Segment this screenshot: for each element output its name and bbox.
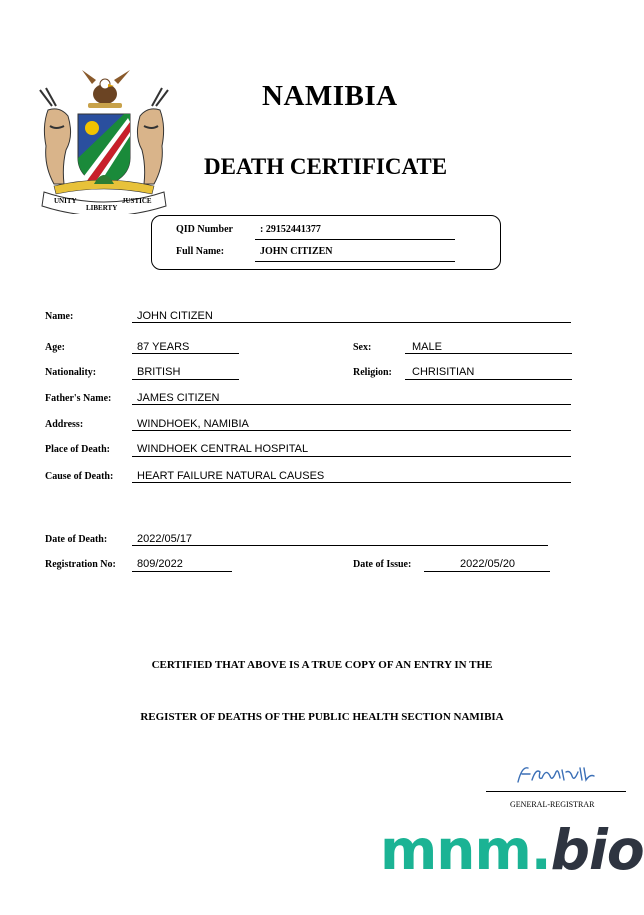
document-title: DEATH CERTIFICATE — [204, 154, 448, 179]
watermark-part-2: bio — [550, 818, 644, 882]
name-value: JOHN CITIZEN — [137, 310, 213, 322]
date-of-issue-value: 2022/05/20 — [460, 558, 516, 570]
qid-value: : 29152441377 — [260, 224, 321, 235]
father-label: Father's Name: — [45, 393, 112, 404]
date-of-death-label: Date of Death: — [45, 534, 108, 545]
sex-underline — [405, 353, 572, 354]
general-registrar-title: GENERAL-REGISTRAR — [510, 800, 595, 809]
date-of-issue-underline — [424, 571, 550, 572]
age-label: Age: — [45, 342, 65, 353]
date-of-death-value: 2022/05/17 — [137, 533, 193, 545]
address-value: WINDHOEK, NAMIBIA — [137, 418, 249, 430]
religion-label: Religion: — [353, 367, 392, 378]
age-value: 87 YEARS — [137, 341, 190, 353]
certification-line-2: REGISTER OF DEATHS OF THE PUBLIC HEALTH SECTION NAMIBIA — [140, 711, 504, 723]
signature-line — [486, 791, 626, 792]
nationality-underline — [132, 379, 239, 380]
certification-line-1: CERTIFIED THAT ABOVE IS A TRUE COPY OF AN ENTRY IN THE — [151, 659, 493, 671]
watermark-part-1: mnm. — [380, 818, 551, 882]
crest-justice-text: JUSTICE — [122, 197, 152, 205]
cause-of-death-label: Cause of Death: — [45, 471, 114, 482]
name-label: Name: — [45, 311, 74, 322]
religion-value: CHRISITIAN — [412, 366, 475, 378]
cause-of-death-underline — [132, 482, 571, 483]
country-title: NAMIBIA — [262, 80, 398, 112]
signature-icon — [512, 762, 596, 788]
father-underline — [132, 404, 571, 405]
registration-no-underline — [132, 571, 232, 572]
place-of-death-label: Place of Death: — [45, 444, 110, 455]
address-label: Address: — [45, 419, 84, 430]
nationality-value: BRITISH — [137, 366, 181, 378]
age-underline — [132, 353, 239, 354]
registration-no-label: Registration No: — [45, 559, 116, 570]
fullname-label: Full Name: — [176, 246, 225, 257]
date-of-death-underline — [132, 545, 548, 546]
sex-label: Sex: — [353, 342, 372, 353]
qid-underline — [255, 239, 455, 240]
date-of-issue-label: Date of Issue: — [353, 559, 412, 570]
father-value: JAMES CITIZEN — [137, 392, 220, 404]
crest-unity-text: UNITY — [54, 197, 77, 205]
fullname-value: JOHN CITIZEN — [260, 246, 333, 257]
place-of-death-underline — [132, 456, 571, 457]
address-underline — [132, 430, 571, 431]
religion-underline — [405, 379, 572, 380]
qid-label: QID Number — [176, 224, 233, 235]
crest-liberty-text: LIBERTY — [86, 204, 118, 212]
registration-no-value: 809/2022 — [137, 558, 183, 570]
nationality-label: Nationality: — [45, 367, 97, 378]
name-underline — [132, 322, 571, 323]
fullname-underline — [255, 261, 455, 262]
coat-of-arms-icon — [34, 66, 174, 214]
sex-value: MALE — [412, 341, 442, 353]
place-of-death-value: WINDHOEK CENTRAL HOSPITAL — [137, 443, 309, 455]
watermark-logo — [380, 818, 644, 882]
cause-of-death-value: HEART FAILURE NATURAL CAUSES — [137, 470, 325, 482]
